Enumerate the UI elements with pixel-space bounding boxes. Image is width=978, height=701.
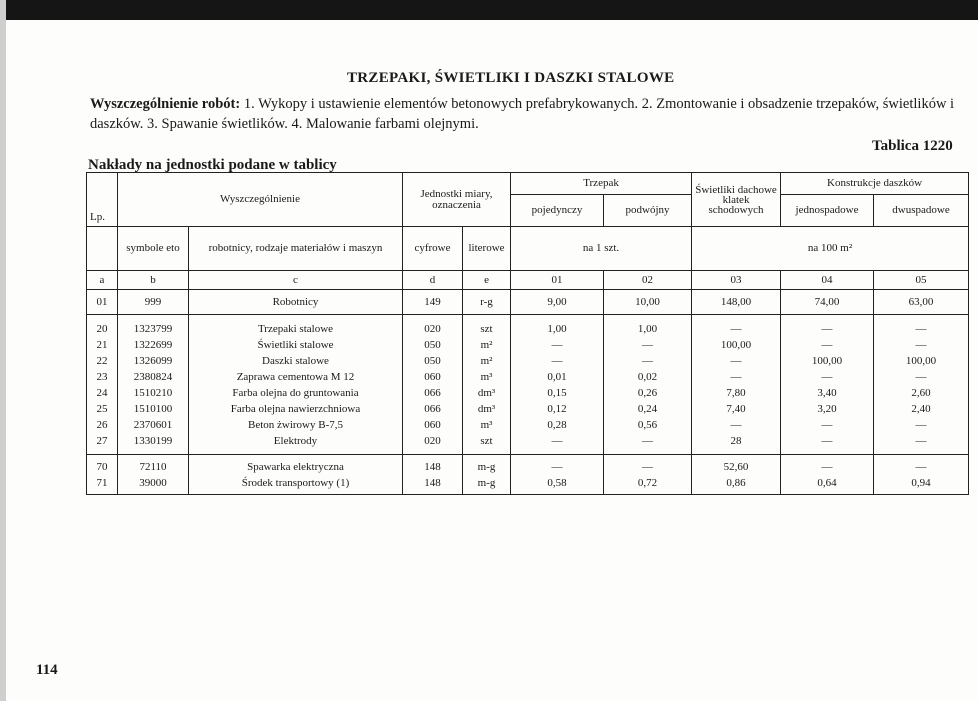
letter-d: d	[403, 271, 463, 290]
machines-values-03: 52,60 0,86	[692, 455, 781, 495]
machines-values-01: — 0,58	[511, 455, 604, 495]
machines-cyfrowe: 148 148	[403, 455, 463, 495]
materials-lp: 20 21 22 23 24 25 26 27	[87, 315, 118, 455]
materials-values-05: — — 100,00 — 2,60 2,40 — —	[874, 315, 969, 455]
norms-table	[86, 172, 969, 495]
machines-symbols: 72110 39000	[118, 455, 189, 495]
table-number: Tablica 1220	[872, 138, 953, 154]
materials-cyfrowe: 020 050 050 060 066 066 060 020	[403, 315, 463, 455]
row-lp: 01	[87, 290, 118, 315]
table-row	[87, 455, 969, 495]
materials-values-04: — — 100,00 — 3,40 3,20 — —	[781, 315, 874, 455]
header-jednostki-miary: Jednostki miary, oznaczenia	[403, 173, 511, 227]
row-name: Robotnicy	[189, 290, 403, 315]
header-wyszczegolnienie: Wyszczególnienie	[118, 173, 403, 227]
row-value-01: 9,00	[511, 290, 604, 315]
machines-values-04: — 0,64	[781, 455, 874, 495]
header-konstrukcje-daszkow: Konstrukcje daszków	[781, 173, 969, 195]
header-lp-continued	[87, 227, 118, 271]
materials-values-01: 1,00 — — 0,01 0,15 0,12 0,28 —	[511, 315, 604, 455]
header-lp: Lp.	[87, 173, 118, 227]
machines-literowe: m-g m-g	[463, 455, 511, 495]
page-number: 114	[36, 662, 58, 678]
work-specification	[90, 94, 960, 134]
row-symbol: 999	[118, 290, 189, 315]
header-trzepak: Trzepak	[511, 173, 692, 195]
materials-values-02: 1,00 — — 0,02 0,26 0,24 0,56 —	[604, 315, 692, 455]
materials-literowe: szt m² m² m³ dm³ dm³ m³ szt	[463, 315, 511, 455]
machines-names: Spawarka elektryczna Środek transportowy (1)	[189, 455, 403, 495]
page-title: TRZEPAKI, ŚWIETLIKI I DASZKI STALOWE	[347, 70, 675, 86]
letter-a: a	[87, 271, 118, 290]
spec-text: 1. Wykopy i ustawienie elementów betonowych prefabrykowanych. 2. Zmontowanie i obsadzenie trzepaków, świetlików i daszków. 3. Spawanie świetlików. 4. Malowanie farbami olejnymi.	[90, 96, 955, 132]
row-value-05: 63,00	[874, 290, 969, 315]
header-na-1-szt: na 1 szt.	[511, 227, 692, 271]
materials-values-03: — 100,00 — — 7,80 7,40 — 28	[692, 315, 781, 455]
letter-c: c	[189, 271, 403, 290]
colnum-01: 01	[511, 271, 604, 290]
row-value-02: 10,00	[604, 290, 692, 315]
table-subtitle: Nakłady na jednostki podane w tablicy	[88, 157, 337, 173]
header-na-100-m2: na 100 m²	[692, 227, 969, 271]
header-pojedynczy: pojedynczy	[511, 195, 604, 227]
row-literowe: r-g	[463, 290, 511, 315]
machines-lp: 70 71	[87, 455, 118, 495]
row-cyfrowe: 149	[403, 290, 463, 315]
header-literowe: literowe	[463, 227, 511, 271]
colnum-05: 05	[874, 271, 969, 290]
header-dwuspadowe: dwuspadowe	[874, 195, 969, 227]
header-podwojny: podwójny	[604, 195, 692, 227]
table-row	[87, 315, 969, 455]
header-cyfrowe: cyfrowe	[403, 227, 463, 271]
machines-values-05: — 0,94	[874, 455, 969, 495]
spec-label: Wyszczególnienie robót:	[90, 96, 241, 112]
colnum-02: 02	[604, 271, 692, 290]
header-swietliki: Świetliki dachowe klatek schodowych	[692, 173, 781, 227]
row-value-03: 148,00	[692, 290, 781, 315]
materials-symbols: 1323799 1322699 1326099 2380824 1510210 1510100 2370601 1330199	[118, 315, 189, 455]
letter-e: e	[463, 271, 511, 290]
header-symbole-eto: symbole eto	[118, 227, 189, 271]
machines-values-02: — 0,72	[604, 455, 692, 495]
table-row	[87, 290, 969, 315]
letter-b: b	[118, 271, 189, 290]
scan-left-edge	[0, 0, 6, 701]
header-robotnicy-rodzaje: robotnicy, rodzaje materiałów i maszyn	[189, 227, 403, 271]
row-value-04: 74,00	[781, 290, 874, 315]
colnum-03: 03	[692, 271, 781, 290]
colnum-04: 04	[781, 271, 874, 290]
scan-top-edge	[0, 0, 978, 20]
materials-names: Trzepaki stalowe Świetliki stalowe Daszki stalowe Zaprawa cementowa M 12 Farba olejna do gruntowania Farba olejna nawierzchniowa Beton żwirowy B-7,5 Elektrody	[189, 315, 403, 455]
header-jednospadowe: jednospadowe	[781, 195, 874, 227]
